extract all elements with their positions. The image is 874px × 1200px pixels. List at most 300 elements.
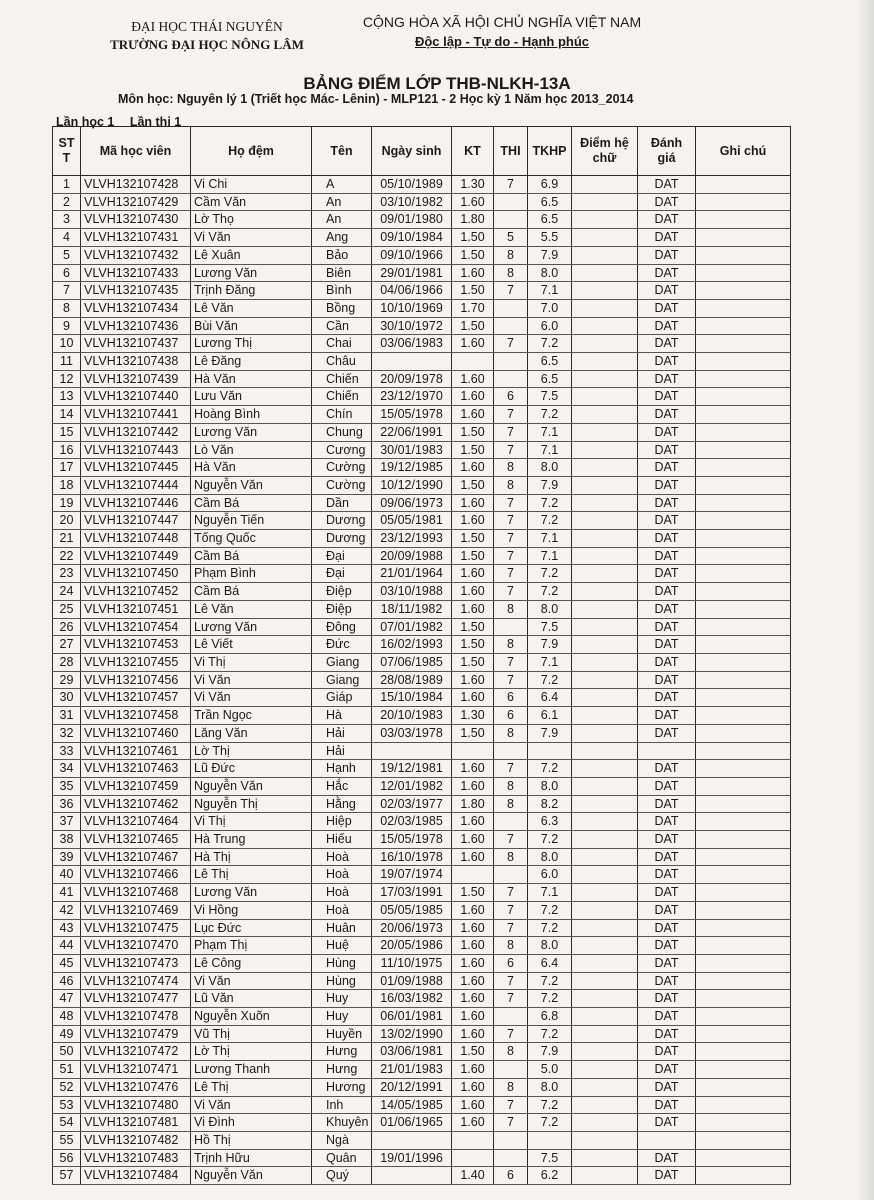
cell-letter-grade	[572, 1167, 638, 1185]
cell-middle-name: Hà Văn	[191, 459, 312, 477]
cell-stt: 1	[53, 176, 81, 194]
col-header-stt: ST T	[53, 127, 81, 176]
cell-first-name: Đại	[312, 565, 372, 583]
country-name: CỘNG HÒA XÃ HỘI CHỦ NGHĨA VIỆT NAM	[362, 14, 642, 30]
cell-note	[696, 565, 791, 583]
cell-stt: 55	[53, 1131, 81, 1149]
cell-note	[696, 335, 791, 353]
cell-note	[696, 353, 791, 371]
cell-birth-date: 15/05/1978	[372, 406, 452, 424]
cell-final-score: 7.2	[528, 1025, 572, 1043]
cell-stt: 14	[53, 406, 81, 424]
cell-middle-name: Lê Xuân	[191, 246, 312, 264]
table-row	[53, 317, 791, 335]
cell-student-id: VLVH132107467	[81, 848, 191, 866]
table-row	[53, 1096, 791, 1114]
cell-kt-score: 1.40	[452, 1167, 494, 1185]
table-row	[53, 211, 791, 229]
cell-exam-score: 6	[494, 1167, 528, 1185]
cell-birth-date: 03/10/1982	[372, 193, 452, 211]
cell-note	[696, 317, 791, 335]
cell-stt: 34	[53, 760, 81, 778]
cell-birth-date	[372, 742, 452, 760]
cell-exam-score: 7	[494, 901, 528, 919]
cell-exam-score: 7	[494, 335, 528, 353]
cell-letter-grade	[572, 618, 638, 636]
cell-exam-score: 8	[494, 264, 528, 282]
cell-first-name: Hoà	[312, 901, 372, 919]
cell-letter-grade	[572, 1043, 638, 1061]
cell-birth-date: 09/06/1973	[372, 494, 452, 512]
cell-birth-date: 19/07/1974	[372, 866, 452, 884]
table-row	[53, 813, 791, 831]
cell-letter-grade	[572, 388, 638, 406]
cell-birth-date: 02/03/1977	[372, 795, 452, 813]
cell-letter-grade	[572, 636, 638, 654]
cell-middle-name: Lê Thị	[191, 1078, 312, 1096]
cell-student-id: VLVH132107439	[81, 370, 191, 388]
table-row	[53, 919, 791, 937]
cell-letter-grade	[572, 1114, 638, 1132]
cell-letter-grade	[572, 937, 638, 955]
cell-stt: 20	[53, 512, 81, 530]
cell-exam-score: 7	[494, 884, 528, 902]
cell-letter-grade	[572, 760, 638, 778]
cell-evaluation: DAT	[638, 972, 696, 990]
cell-exam-score	[494, 1008, 528, 1026]
cell-final-score: 7.2	[528, 760, 572, 778]
cell-final-score: 7.1	[528, 441, 572, 459]
cell-birth-date: 11/10/1975	[372, 954, 452, 972]
cell-middle-name: Lương Văn	[191, 618, 312, 636]
cell-first-name: Hắc	[312, 777, 372, 795]
cell-student-id: VLVH132107483	[81, 1149, 191, 1167]
cell-exam-score: 8	[494, 636, 528, 654]
cell-birth-date: 09/10/1984	[372, 229, 452, 247]
cell-student-id: VLVH132107478	[81, 1008, 191, 1026]
cell-exam-score	[494, 813, 528, 831]
cell-birth-date: 07/01/1982	[372, 618, 452, 636]
cell-first-name: Bình	[312, 282, 372, 300]
table-row	[53, 707, 791, 725]
table-row	[53, 954, 791, 972]
table-row	[53, 1043, 791, 1061]
cell-final-score: 6.1	[528, 707, 572, 725]
table-row	[53, 547, 791, 565]
cell-exam-score: 7	[494, 547, 528, 565]
cell-evaluation: DAT	[638, 1061, 696, 1079]
cell-birth-date: 03/10/1988	[372, 583, 452, 601]
cell-kt-score: 1.60	[452, 264, 494, 282]
cell-exam-score: 8	[494, 777, 528, 795]
cell-final-score: 7.1	[528, 653, 572, 671]
cell-stt: 21	[53, 530, 81, 548]
cell-birth-date	[372, 353, 452, 371]
cell-exam-score: 8	[494, 937, 528, 955]
exam-round: Lần thi 1	[129, 115, 182, 129]
cell-exam-score: 7	[494, 1025, 528, 1043]
cell-middle-name: Cầm Bá	[191, 583, 312, 601]
cell-final-score: 7.2	[528, 972, 572, 990]
cell-stt: 13	[53, 388, 81, 406]
cell-student-id: VLVH132107433	[81, 264, 191, 282]
cell-letter-grade	[572, 689, 638, 707]
cell-first-name: Chiến	[312, 370, 372, 388]
cell-birth-date: 04/06/1966	[372, 282, 452, 300]
table-row	[53, 370, 791, 388]
cell-letter-grade	[572, 1061, 638, 1079]
cell-birth-date: 03/06/1981	[372, 1043, 452, 1061]
cell-kt-score: 1.60	[452, 583, 494, 601]
cell-kt-score: 1.60	[452, 990, 494, 1008]
cell-kt-score: 1.60	[452, 813, 494, 831]
cell-kt-score: 1.50	[452, 441, 494, 459]
cell-final-score: 7.5	[528, 388, 572, 406]
cell-student-id: VLVH132107445	[81, 459, 191, 477]
cell-stt: 39	[53, 848, 81, 866]
cell-note	[696, 1167, 791, 1185]
cell-student-id: VLVH132107446	[81, 494, 191, 512]
cell-letter-grade	[572, 246, 638, 264]
cell-birth-date: 16/10/1978	[372, 848, 452, 866]
cell-exam-score: 8	[494, 795, 528, 813]
cell-first-name: Giang	[312, 653, 372, 671]
cell-first-name: Dần	[312, 494, 372, 512]
cell-first-name: Đức	[312, 636, 372, 654]
cell-exam-score: 7	[494, 494, 528, 512]
cell-first-name: Quân	[312, 1149, 372, 1167]
cell-letter-grade	[572, 282, 638, 300]
cell-student-id: VLVH132107460	[81, 724, 191, 742]
cell-exam-score: 6	[494, 707, 528, 725]
cell-note	[696, 370, 791, 388]
table-row	[53, 1078, 791, 1096]
cell-evaluation: DAT	[638, 211, 696, 229]
cell-birth-date: 29/01/1981	[372, 264, 452, 282]
table-row	[53, 972, 791, 990]
cell-evaluation: DAT	[638, 600, 696, 618]
cell-stt: 51	[53, 1061, 81, 1079]
cell-exam-score: 8	[494, 1078, 528, 1096]
cell-exam-score: 8	[494, 459, 528, 477]
cell-middle-name: Nguyễn Tiến	[191, 512, 312, 530]
cell-final-score: 6.0	[528, 317, 572, 335]
cell-exam-score: 7	[494, 282, 528, 300]
cell-note	[696, 884, 791, 902]
cell-note	[696, 1043, 791, 1061]
cell-stt: 49	[53, 1025, 81, 1043]
cell-evaluation: DAT	[638, 370, 696, 388]
cell-note	[696, 299, 791, 317]
cell-first-name: Chín	[312, 406, 372, 424]
cell-first-name: Cường	[312, 459, 372, 477]
cell-student-id: VLVH132107432	[81, 246, 191, 264]
table-row	[53, 353, 791, 371]
cell-note	[696, 990, 791, 1008]
cell-letter-grade	[572, 299, 638, 317]
cell-letter-grade	[572, 370, 638, 388]
cell-kt-score: 1.60	[452, 1061, 494, 1079]
cell-final-score: 5.5	[528, 229, 572, 247]
cell-note	[696, 742, 791, 760]
cell-stt: 26	[53, 618, 81, 636]
cell-stt: 42	[53, 901, 81, 919]
cell-stt: 29	[53, 671, 81, 689]
cell-kt-score: 1.60	[452, 1008, 494, 1026]
cell-stt: 32	[53, 724, 81, 742]
cell-middle-name: Tống Quốc	[191, 530, 312, 548]
cell-middle-name: Phạm Bình	[191, 565, 312, 583]
table-row	[53, 388, 791, 406]
cell-letter-grade	[572, 335, 638, 353]
cell-letter-grade	[572, 494, 638, 512]
table-row	[53, 1114, 791, 1132]
table-body	[53, 176, 791, 1185]
table-row	[53, 1131, 791, 1149]
cell-first-name: Dương	[312, 530, 372, 548]
cell-kt-score: 1.30	[452, 176, 494, 194]
cell-evaluation: DAT	[638, 848, 696, 866]
cell-student-id: VLVH132107442	[81, 423, 191, 441]
cell-note	[696, 229, 791, 247]
cell-middle-name: Lê Văn	[191, 600, 312, 618]
cell-first-name: Ngà	[312, 1131, 372, 1149]
study-round: Lần học 1	[56, 115, 115, 129]
cell-birth-date: 16/03/1982	[372, 990, 452, 1008]
cell-student-id: VLVH132107436	[81, 317, 191, 335]
cell-exam-score: 8	[494, 724, 528, 742]
cell-birth-date: 28/08/1989	[372, 671, 452, 689]
cell-student-id: VLVH132107462	[81, 795, 191, 813]
cell-evaluation: DAT	[638, 388, 696, 406]
cell-stt: 9	[53, 317, 81, 335]
cell-exam-score: 7	[494, 671, 528, 689]
cell-middle-name: Hà Thị	[191, 848, 312, 866]
table-row	[53, 193, 791, 211]
cell-evaluation: DAT	[638, 1167, 696, 1185]
cell-evaluation: DAT	[638, 1114, 696, 1132]
cell-exam-score: 7	[494, 653, 528, 671]
cell-kt-score: 1.50	[452, 282, 494, 300]
cell-note	[696, 1008, 791, 1026]
cell-kt-score: 1.60	[452, 937, 494, 955]
table-row	[53, 901, 791, 919]
cell-kt-score: 1.60	[452, 406, 494, 424]
university-name: ĐẠI HỌC THÁI NGUYÊN	[131, 19, 283, 34]
cell-birth-date: 03/06/1983	[372, 335, 452, 353]
cell-evaluation: DAT	[638, 760, 696, 778]
cell-evaluation: DAT	[638, 547, 696, 565]
cell-student-id: VLVH132107470	[81, 937, 191, 955]
cell-birth-date: 16/02/1993	[372, 636, 452, 654]
cell-first-name: Hiếu	[312, 831, 372, 849]
cell-letter-grade	[572, 1149, 638, 1167]
col-header-student-id: Mã học viên	[81, 127, 191, 176]
cell-note	[696, 264, 791, 282]
cell-stt: 19	[53, 494, 81, 512]
cell-birth-date: 21/01/1983	[372, 1061, 452, 1079]
cell-exam-score: 7	[494, 990, 528, 1008]
cell-stt: 28	[53, 653, 81, 671]
cell-student-id: VLVH132107480	[81, 1096, 191, 1114]
cell-student-id: VLVH132107443	[81, 441, 191, 459]
cell-exam-score: 6	[494, 954, 528, 972]
cell-kt-score: 1.60	[452, 565, 494, 583]
cell-letter-grade	[572, 176, 638, 194]
cell-stt: 47	[53, 990, 81, 1008]
cell-student-id: VLVH132107481	[81, 1114, 191, 1132]
cell-evaluation: DAT	[638, 1078, 696, 1096]
cell-letter-grade	[572, 547, 638, 565]
cell-exam-score	[494, 193, 528, 211]
cell-final-score: 7.5	[528, 1149, 572, 1167]
cell-evaluation: DAT	[638, 919, 696, 937]
cell-evaluation: DAT	[638, 689, 696, 707]
cell-birth-date: 12/01/1982	[372, 777, 452, 795]
cell-student-id: VLVH132107484	[81, 1167, 191, 1185]
cell-final-score: 7.2	[528, 671, 572, 689]
cell-final-score: 8.0	[528, 777, 572, 795]
col-header-first-name: Tên	[312, 127, 372, 176]
table-row	[53, 1008, 791, 1026]
cell-first-name: Huân	[312, 919, 372, 937]
cell-final-score	[528, 1131, 572, 1149]
cell-middle-name: Vi Thị	[191, 653, 312, 671]
cell-student-id: VLVH132107464	[81, 813, 191, 831]
cell-first-name: Điệp	[312, 600, 372, 618]
cell-student-id: VLVH132107471	[81, 1061, 191, 1079]
cell-exam-score: 8	[494, 246, 528, 264]
cell-kt-score: 1.50	[452, 229, 494, 247]
cell-exam-score: 8	[494, 476, 528, 494]
page-title: BẢNG ĐIỂM LỚP THB-NLKH-13A	[303, 74, 571, 93]
cell-evaluation: DAT	[638, 459, 696, 477]
cell-exam-score	[494, 1149, 528, 1167]
cell-kt-score: 1.60	[452, 1078, 494, 1096]
cell-exam-score: 7	[494, 831, 528, 849]
cell-kt-score: 1.60	[452, 1114, 494, 1132]
cell-middle-name: Lương Thanh	[191, 1061, 312, 1079]
cell-kt-score: 1.60	[452, 335, 494, 353]
cell-note	[696, 724, 791, 742]
cell-first-name: Hà	[312, 707, 372, 725]
cell-note	[696, 653, 791, 671]
cell-evaluation: DAT	[638, 1043, 696, 1061]
cell-kt-score: 1.50	[452, 884, 494, 902]
cell-first-name: Huy	[312, 990, 372, 1008]
cell-evaluation: DAT	[638, 193, 696, 211]
cell-birth-date: 20/05/1986	[372, 937, 452, 955]
cell-letter-grade	[572, 317, 638, 335]
cell-middle-name: Vi Đình	[191, 1114, 312, 1132]
table-row	[53, 229, 791, 247]
cell-first-name: Giáp	[312, 689, 372, 707]
cell-kt-score: 1.60	[452, 954, 494, 972]
paper-edge	[856, 0, 874, 1200]
cell-note	[696, 176, 791, 194]
cell-first-name: Biên	[312, 264, 372, 282]
cell-note	[696, 512, 791, 530]
cell-evaluation: DAT	[638, 901, 696, 919]
cell-final-score: 7.2	[528, 1096, 572, 1114]
table-row	[53, 1061, 791, 1079]
cell-student-id: VLVH132107475	[81, 919, 191, 937]
cell-stt: 2	[53, 193, 81, 211]
cell-exam-score: 7	[494, 441, 528, 459]
cell-kt-score: 1.60	[452, 193, 494, 211]
table-row	[53, 1149, 791, 1167]
cell-evaluation: DAT	[638, 653, 696, 671]
cell-middle-name: Lăng Văn	[191, 724, 312, 742]
table-row	[53, 689, 791, 707]
cell-middle-name: Nguyễn Văn	[191, 1167, 312, 1185]
cell-student-id: VLVH132107463	[81, 760, 191, 778]
cell-kt-score: 1.60	[452, 494, 494, 512]
cell-stt: 18	[53, 476, 81, 494]
cell-middle-name: Lương Văn	[191, 264, 312, 282]
table-row	[53, 494, 791, 512]
cell-student-id: VLVH132107461	[81, 742, 191, 760]
cell-stt: 15	[53, 423, 81, 441]
cell-first-name: Hiệp	[312, 813, 372, 831]
cell-exam-score	[494, 370, 528, 388]
cell-first-name: Châu	[312, 353, 372, 371]
col-header-exam-score: THI	[494, 127, 528, 176]
cell-note	[696, 1131, 791, 1149]
cell-final-score: 7.2	[528, 1114, 572, 1132]
cell-evaluation: DAT	[638, 512, 696, 530]
cell-first-name: Hoà	[312, 866, 372, 884]
cell-first-name: Cần	[312, 317, 372, 335]
cell-kt-score: 1.60	[452, 848, 494, 866]
cell-kt-score: 1.60	[452, 671, 494, 689]
cell-birth-date: 06/01/1981	[372, 1008, 452, 1026]
cell-middle-name: Cầm Bá	[191, 494, 312, 512]
cell-first-name: Hưng	[312, 1043, 372, 1061]
cell-note	[696, 671, 791, 689]
cell-letter-grade	[572, 972, 638, 990]
cell-student-id: VLVH132107450	[81, 565, 191, 583]
cell-evaluation: DAT	[638, 229, 696, 247]
cell-student-id: VLVH132107469	[81, 901, 191, 919]
cell-final-score: 6.5	[528, 370, 572, 388]
cell-evaluation: DAT	[638, 353, 696, 371]
cell-final-score: 7.2	[528, 831, 572, 849]
cell-letter-grade	[572, 954, 638, 972]
cell-kt-score: 1.60	[452, 388, 494, 406]
cell-note	[696, 707, 791, 725]
cell-kt-score: 1.50	[452, 423, 494, 441]
cell-note	[696, 1061, 791, 1079]
cell-birth-date	[372, 1131, 452, 1149]
table-row	[53, 831, 791, 849]
cell-evaluation: DAT	[638, 264, 696, 282]
cell-student-id: VLVH132107428	[81, 176, 191, 194]
cell-stt: 4	[53, 229, 81, 247]
cell-letter-grade	[572, 795, 638, 813]
cell-letter-grade	[572, 441, 638, 459]
cell-note	[696, 760, 791, 778]
cell-evaluation: DAT	[638, 866, 696, 884]
cell-first-name: Ang	[312, 229, 372, 247]
cell-note	[696, 583, 791, 601]
cell-exam-score: 7	[494, 583, 528, 601]
cell-student-id: VLVH132107458	[81, 707, 191, 725]
cell-middle-name: Lờ Thị	[191, 1043, 312, 1061]
cell-student-id: VLVH132107472	[81, 1043, 191, 1061]
cell-stt: 31	[53, 707, 81, 725]
cell-middle-name: Vi Văn	[191, 1096, 312, 1114]
